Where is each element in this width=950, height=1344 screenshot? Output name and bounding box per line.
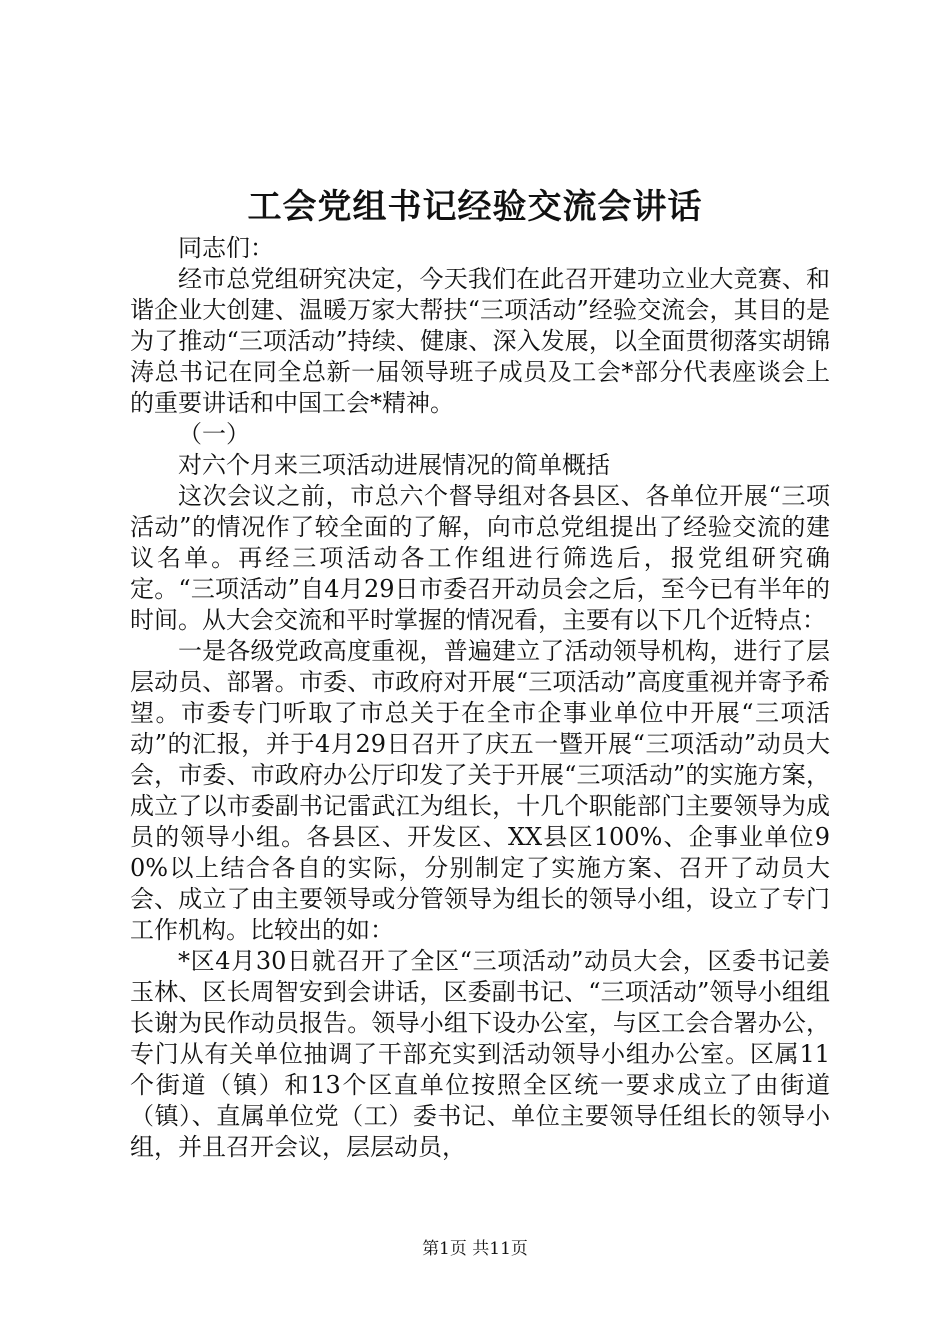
document-body [130, 233, 830, 1163]
body-paragraph: 这次会议之前，市总六个督导组对各县区、各单位开展“三项活动”的情况作了较全面的了解，向市总党组提出了经验交流的建议名单。再经三项活动各工作组进行筛选后，报党组研究确定。“三项活动”自4月29日市委召开动员会之后，至今已有半年的时间。从大会交流和平时掌握的情况看，主要有以下几个近特点： [130, 482, 830, 634]
body-paragraph: *区4月30日就召开了全区“三项活动”动员大会，区委书记姜玉林、区长周智安到会讲话，区委副书记、“三项活动”领导小组组长谢为民作动员报告。领导小组下设办公室，与区工会合署办公，专门从有关单位抽调了干部充实到活动领导小组办公室。区属11个街道（镇）和13个区直单位按照全区统一要求成立了由街道（镇）、直属单位党（工）委书记、单位主要领导任组长的领导小组，并且召开会议，层层动员， [130, 947, 830, 1161]
section-number: （一） [178, 420, 250, 448]
section-heading: 对六个月来三项活动进展情况的简单概括 [178, 451, 610, 479]
body-paragraph: 经市总党组研究决定，今天我们在此召开建功立业大竞赛、和谐企业大创建、温暖万家大帮扶“三项活动”经验交流会，其目的是为了推动“三项活动”持续、健康、深入发展，以全面贯彻落实胡锦涛总书记在同全总新一届领导班子成员及工会*部分代表座谈会上的重要讲话和中国工会*精神。 [130, 265, 830, 417]
page-footer: 第1页 共11页 [422, 1239, 528, 1259]
document-title: 工会党组书记经验交流会讲话 [247, 187, 703, 227]
salutation-paragraph: 同志们： [178, 234, 274, 262]
body-paragraph: 一是各级党政高度重视，普遍建立了活动领导机构，进行了层层动员、部署。市委、市政府对开展“三项活动”高度重视并寄予希望。市委专门听取了市总关于在全市企事业单位中开展“三项活动”的汇报，并于4月29日召开了庆五一暨开展“三项活动”动员大会，市委、市政府办公厅印发了关于开展“三项活动”的实施方案，成立了以市委副书记雷武江为组长，十几个职能部门主要领导为成员的领导小组。各县区、开发区、XX县区100%、企事业单位90%以上结合各自的实际，分别制定了实施方案、召开了动员大会、成立了由主要领导或分管领导为组长的领导小组，设立了专门工作机构。比较出的如： [130, 637, 830, 944]
